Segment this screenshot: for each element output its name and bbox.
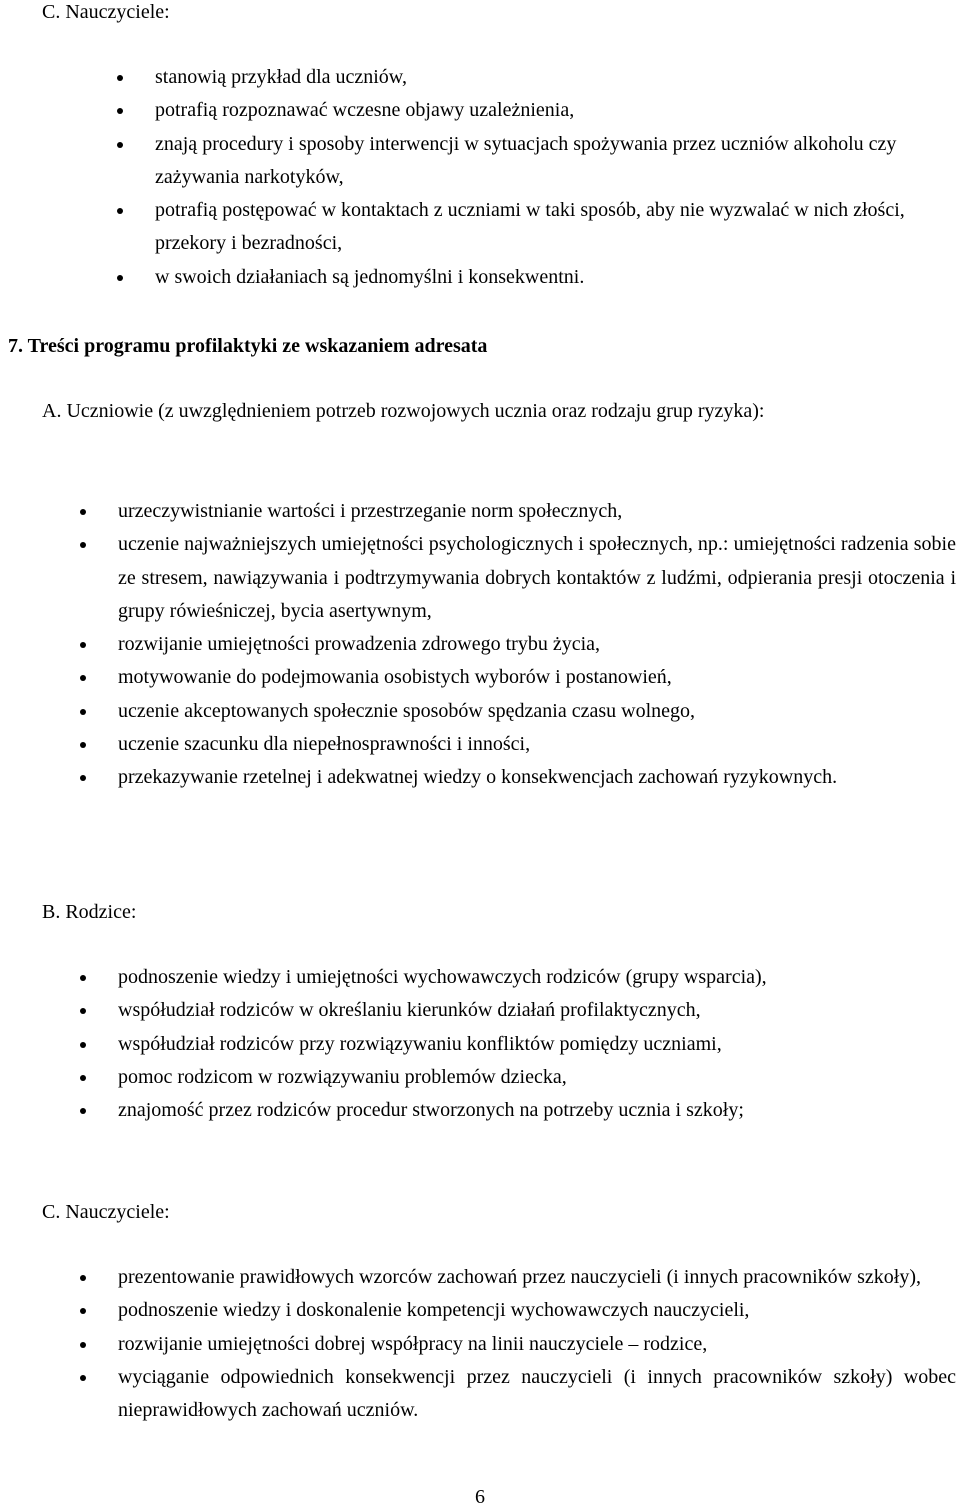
bullet-icon xyxy=(80,1108,86,1114)
list-item: potrafią postępować w kontaktach z uczniami w taki sposób, aby nie wyzwalać w nich złości, przekory i bezradności, xyxy=(155,194,955,261)
list-item: prezentowanie prawidłowych wzorców zachowań przez nauczycieli (i innych pracowników szkoły), xyxy=(118,1261,956,1294)
bullet-icon xyxy=(117,142,123,148)
list-item: podnoszenie wiedzy i umiejętności wychowawczych rodziców (grupy wsparcia), xyxy=(118,961,956,994)
list-item: współudział rodziców przy rozwiązywaniu konfliktów pomiędzy uczniami, xyxy=(118,1028,956,1061)
bullet-icon xyxy=(80,642,86,648)
bullet-icon xyxy=(117,208,123,214)
section-b-heading: B. Rodzice: xyxy=(42,901,137,923)
section-c-top-heading: C. Nauczyciele: xyxy=(42,1,170,23)
section-a-heading: A. Uczniowie (z uwzględnieniem potrzeb rozwojowych ucznia oraz rodzaju grup ryzyka): xyxy=(42,400,765,422)
bullet-icon xyxy=(80,742,86,748)
bullet-icon xyxy=(80,975,86,981)
section-a-list xyxy=(118,495,956,795)
list-item: stanowią przykład dla uczniów, xyxy=(155,61,955,94)
list-item: wyciąganie odpowiednich konsekwencji przez nauczycieli (i innych pracowników szkoły) wobec nieprawidłowych zachowań uczniów. xyxy=(118,1361,956,1428)
page-number: 6 xyxy=(475,1486,485,1508)
bullet-icon xyxy=(80,1308,86,1314)
list-item: znajomość przez rodziców procedur stworzonych na potrzeby ucznia i szkoły; xyxy=(118,1094,956,1127)
bullet-icon xyxy=(80,542,86,548)
bullet-icon xyxy=(80,775,86,781)
bullet-icon xyxy=(80,509,86,515)
list-item: przekazywanie rzetelnej i adekwatnej wiedzy o konsekwencjach zachowań ryzykownych. xyxy=(118,761,956,794)
list-item: uczenie najważniejszych umiejętności psychologicznych i społecznych, np.: umiejętności radzenia sobie ze stresem, nawiązywania i podtrzymywania dobrych kontaktów z ludźmi, odpierania presji otoczenia i grupy rówieśniczej, bycia asertywnym, xyxy=(118,528,956,628)
list-item: rozwijanie umiejętności prowadzenia zdrowego trybu życia, xyxy=(118,628,956,661)
section-c-bottom-list xyxy=(118,1261,956,1427)
list-item: podnoszenie wiedzy i doskonalenie kompetencji wychowawczych nauczycieli, xyxy=(118,1294,956,1327)
list-item: potrafią rozpoznawać wczesne objawy uzależnienia, xyxy=(155,94,955,127)
section-c-bottom-heading: C. Nauczyciele: xyxy=(42,1201,170,1223)
bullet-icon xyxy=(80,1042,86,1048)
section-c-top-list xyxy=(155,61,955,294)
bullet-icon xyxy=(80,1275,86,1281)
list-item: uczenie szacunku dla niepełnosprawności i inności, xyxy=(118,728,956,761)
list-item: współudział rodziców w określaniu kierunków działań profilaktycznych, xyxy=(118,994,956,1027)
bullet-icon xyxy=(80,1008,86,1014)
bullet-icon xyxy=(80,1075,86,1081)
bullet-icon xyxy=(117,108,123,114)
bullet-icon xyxy=(80,1375,86,1381)
bullet-icon xyxy=(80,675,86,681)
bullet-icon xyxy=(117,275,123,281)
list-item: znają procedury i sposoby interwencji w sytuacjach spożywania przez uczniów alkoholu czy zażywania narkotyków, xyxy=(155,128,955,195)
list-item: urzeczywistnianie wartości i przestrzeganie norm społecznych, xyxy=(118,495,956,528)
list-item: pomoc rodzicom w rozwiązywaniu problemów dziecka, xyxy=(118,1061,956,1094)
list-item: motywowanie do podejmowania osobistych wyborów i postanowień, xyxy=(118,661,956,694)
list-item: rozwijanie umiejętności dobrej współpracy na linii nauczyciele – rodzice, xyxy=(118,1328,956,1361)
section-7-heading: 7. Treści programu profilaktyki ze wskazaniem adresata xyxy=(8,335,488,357)
section-b-list xyxy=(118,961,956,1127)
bullet-icon xyxy=(80,709,86,715)
bullet-icon xyxy=(80,1342,86,1348)
list-item: w swoich działaniach są jednomyślni i konsekwentni. xyxy=(155,261,955,294)
bullet-icon xyxy=(117,75,123,81)
list-item: uczenie akceptowanych społecznie sposobów spędzania czasu wolnego, xyxy=(118,695,956,728)
